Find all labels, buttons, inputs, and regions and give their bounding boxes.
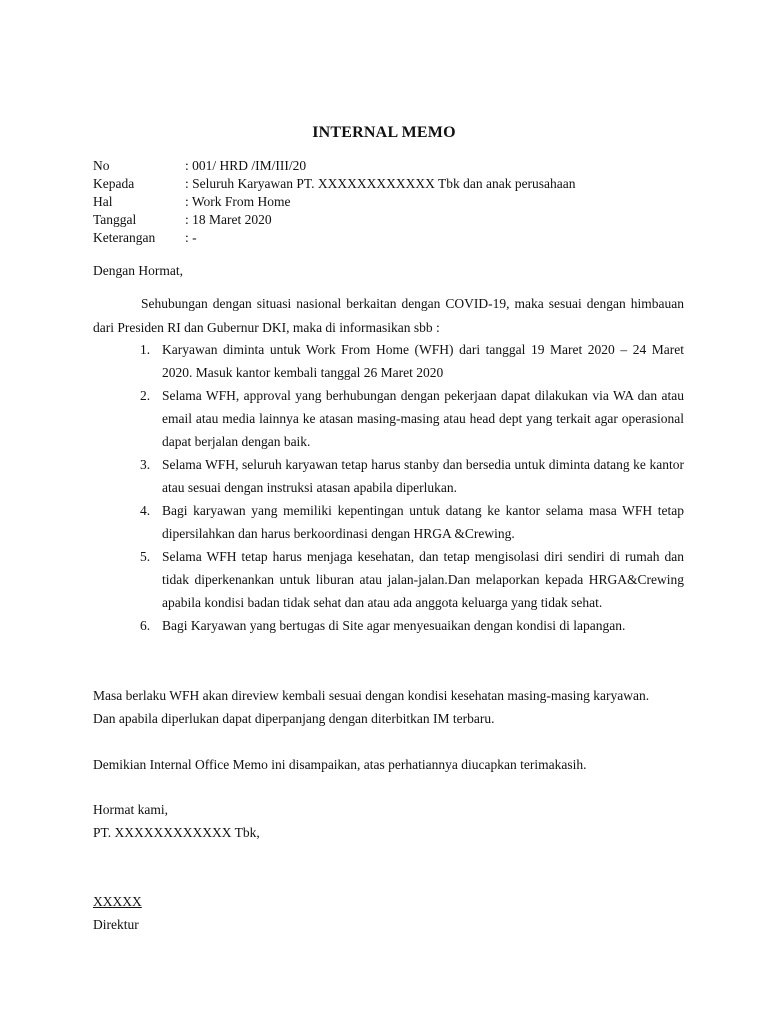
list-number: 2. — [140, 388, 151, 403]
list-item — [93, 453, 684, 499]
greeting: Dengan Hormat, — [93, 263, 183, 278]
list-number: 4. — [140, 503, 151, 518]
meta-value: : Seluruh Karyawan PT. XXXXXXXXXXXX Tbk dan anak perusahaan — [185, 176, 576, 191]
meta-label: Kepada — [93, 176, 135, 191]
list-item — [93, 499, 684, 545]
signature-position: Direktur — [93, 917, 139, 932]
list-text: Bagi karyawan yang memiliki kepentingan untuk datang ke kantor selama masa WFH tetap dipersilahkan dan harus berkoordinasi dengan HRGA &Crewing. — [162, 503, 684, 541]
signature-salutation: Hormat kami, — [93, 802, 168, 817]
list-number: 5. — [140, 549, 151, 564]
closing-paragraph: Demikian Internal Office Memo ini disampaikan, atas perhatiannya diucapkan terimakasih. — [93, 757, 587, 772]
signature-name: XXXXX — [93, 894, 142, 909]
list-text: Selama WFH tetap harus menjaga kesehatan, dan tetap mengisolasi diri sendiri di rumah dan tidak diperkenankan untuk liburan atau jalan-jalan.Dan melaporkan kepada HRGA&Crewing apabila kondisi badan tidak sehat dan atau ada anggota keluarga yang tidak sehat. — [162, 549, 684, 610]
list-text: Selama WFH, seluruh karyawan tetap harus stanby dan bersedia untuk diminta datang ke kantor atau sesuai dengan instruksi atasan apabila diperlukan. — [162, 457, 684, 495]
meta-value: : 001/ HRD /IM/III/20 — [185, 158, 307, 173]
validity-paragraph — [93, 684, 693, 730]
list-item — [93, 545, 684, 614]
meta-row-tanggal — [93, 211, 693, 229]
meta-label: Hal — [93, 194, 113, 209]
meta-row-kepada — [93, 175, 693, 193]
meta-value: : Work From Home — [185, 194, 291, 209]
meta-label: No — [93, 158, 110, 173]
list-item — [93, 384, 684, 453]
memo-title: INTERNAL MEMO — [312, 124, 456, 141]
instruction-list — [93, 338, 684, 637]
list-item — [93, 614, 684, 637]
meta-value: : - — [185, 230, 197, 245]
list-number: 6. — [140, 618, 151, 633]
meta-label: Keterangan — [93, 230, 156, 245]
list-text: Karyawan diminta untuk Work From Home (WFH) dari tanggal 19 Maret 2020 – 24 Maret 2020. Masuk kantor kembali tanggal 26 Maret 2020 — [162, 342, 684, 380]
list-number: 3. — [140, 457, 151, 472]
memo-header-fields — [93, 157, 693, 247]
meta-label: Tanggal — [93, 212, 137, 227]
list-text: Bagi Karyawan yang bertugas di Site agar menyesuaikan dengan kondisi di lapangan. — [162, 618, 626, 633]
list-item — [93, 338, 684, 384]
intro-paragraph: Sehubungan dengan situasi nasional berkaitan dengan COVID-19, maka sesuai dengan himbauan dari Presiden RI dan Gubernur DKI, maka di informasikan sbb : — [93, 296, 684, 335]
signature-company: PT. XXXXXXXXXXXX Tbk, — [93, 825, 260, 840]
meta-value: : 18 Maret 2020 — [185, 212, 272, 227]
meta-row-keterangan — [93, 229, 693, 247]
list-text: Selama WFH, approval yang berhubungan dengan pekerjaan dapat dilakukan via WA dan atau email atau media lainnya ke atasan masing-masing atau head dept yang terkait agar operasional dapat berjalan dengan baik. — [162, 388, 684, 449]
validity-line-2: Dan apabila diperlukan dapat diperpanjang dengan diterbitkan IM terbaru. — [93, 711, 495, 726]
meta-row-hal — [93, 193, 693, 211]
meta-row-no — [93, 157, 693, 175]
validity-line-1: Masa berlaku WFH akan direview kembali sesuai dengan kondisi kesehatan masing-masing karyawan. — [93, 688, 650, 703]
list-number: 1. — [140, 342, 151, 357]
